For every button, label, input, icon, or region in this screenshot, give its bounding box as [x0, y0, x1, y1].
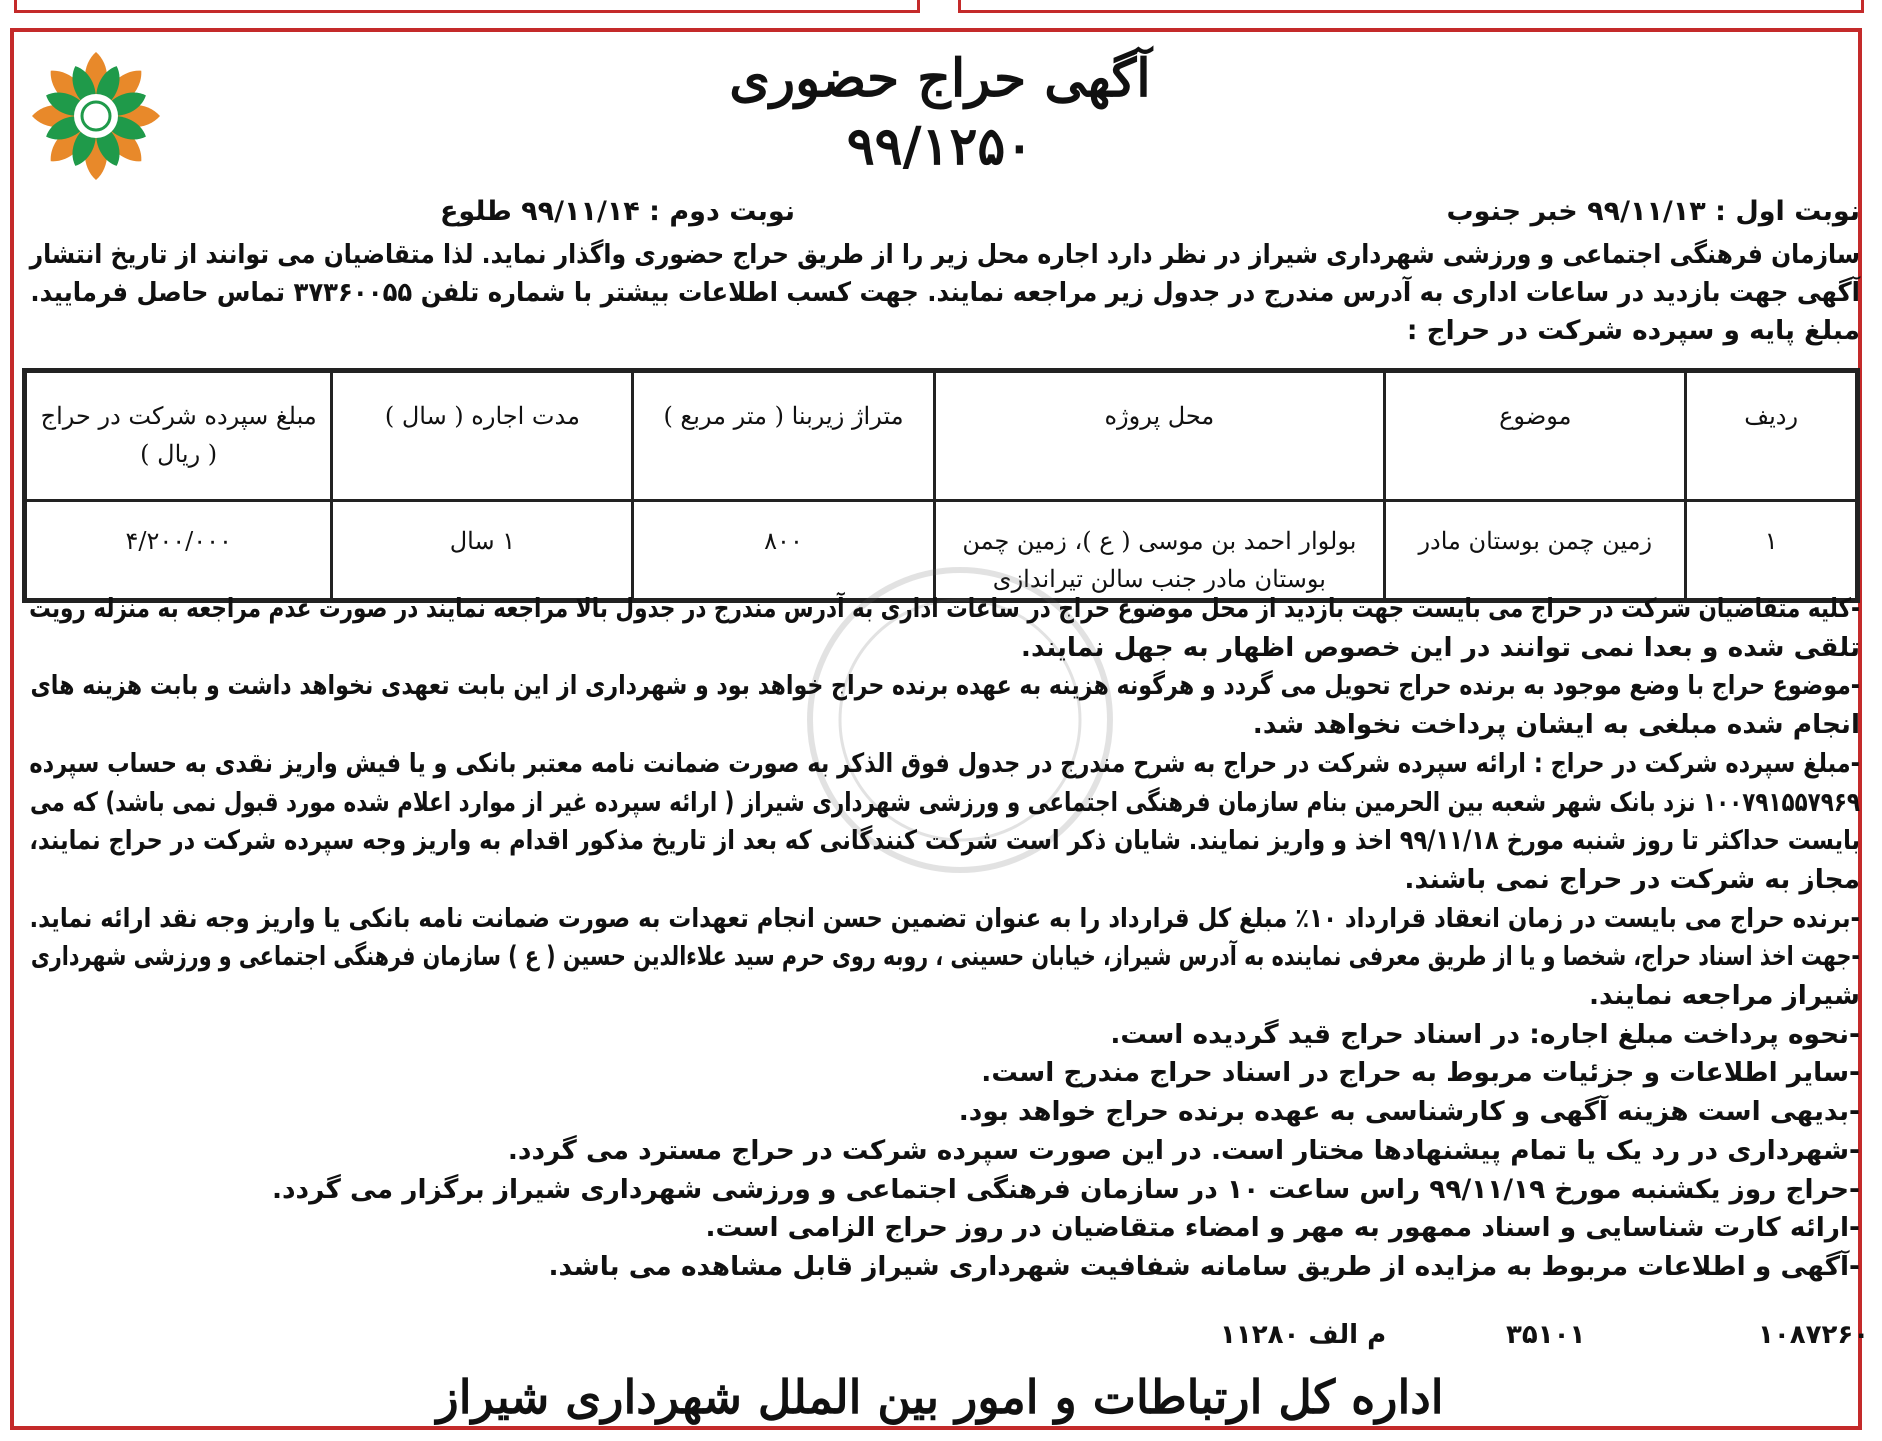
reference-number: ۳۵۱۰۱	[1506, 1320, 1586, 1350]
col-header-row-number: ردیف	[1686, 371, 1858, 501]
col-header-deposit: مبلغ سپرده شرکت در حراج ( ریال )	[25, 371, 332, 501]
terms-list	[22, 590, 1860, 1287]
col-header-lease-period: مدت اجاره ( سال )	[332, 371, 633, 501]
reference-number: ۱۰۸۷۲۶۰	[1758, 1320, 1870, 1350]
issuer-footer: اداره کل ارتباطات و امور بین الملل شهرداری شیراز	[436, 1370, 1444, 1424]
col-header-subject: موضوع	[1385, 371, 1686, 501]
term-line: -سایر اطلاعات و جزئیات مربوط به حراج در اسناد حراج مندرج است.	[981, 1057, 1860, 1089]
cell-row-number: ۱	[1686, 501, 1858, 601]
col-header-area: متراژ زیربنا ( متر مربع )	[633, 371, 934, 501]
term-line: ۱۰۰۷۹۱۵۵۷۹۶۹ نزد بانک شهر شعبه بین الحرمین بنام سازمان فرهنگی اجتماعی و ورزشی شهرداری شیراز ( ارائه سپرده غیر از موارد اعلام شده مورد قبول نمی باشد) که می	[29, 786, 1860, 818]
term-line: بایست حداکثر تا روز شنبه مورخ ۹۹/۱۱/۱۸ اخذ و واریز نمایند. شایان ذکر است شرکت کنندگانی که بعد از تاریخ مذکور اقدام به واریز وجه سپرده شرکت در حراج نمایند،	[29, 825, 1860, 857]
term-line: -آگهی و اطلاعات مربوط به مزایده از طریق سامانه شفافیت شهرداری شیراز قابل مشاهده می باشد.	[548, 1250, 1861, 1282]
col-header-location: محل پروژه	[934, 371, 1385, 501]
term-line: -بدیهی است هزینه آگهی و کارشناسی به عهده برنده حراج خواهد بود.	[958, 1096, 1860, 1128]
notice-title: آگهی حراج حضوری	[729, 48, 1151, 109]
intro-line: مبلغ پایه و سپرده شرکت در حراج :	[1406, 315, 1860, 346]
second-turn: نوبت دوم : ۹۹/۱۱/۱۴ طلوع	[439, 196, 795, 227]
term-line: شیراز مراجعه نمایند.	[1589, 980, 1860, 1012]
intro-line: سازمان فرهنگی اجتماعی و ورزشی شهرداری شیراز در نظر دارد اجاره محل زیر را از طریق حراج حضوری واگذار نماید. لذا متقاضیان می توانند از تاریخ انتشار	[29, 239, 1860, 270]
cell-lease-period: ۱ سال	[332, 501, 633, 601]
term-line: تلقی شده و بعدا نمی توانند در این خصوص اظهار به جهل نمایند.	[1020, 631, 1860, 663]
term-line: -حراج روز یکشنبه مورخ ۹۹/۱۱/۱۹ راس ساعت ۱۰ در سازمان فرهنگی اجتماعی و ورزشی شهرداری شیراز برگزار می گردد.	[271, 1173, 1860, 1205]
reference-number: ۱۱۲۸۰ م الف	[1220, 1320, 1387, 1350]
first-turn: نوبت اول : ۹۹/۱۱/۱۳ خبر جنوب	[1446, 196, 1860, 227]
publication-turns	[22, 196, 1860, 236]
term-line: -شهرداری در رد یک یا تمام پیشنهادها مختار است. در این صورت سپرده شرکت در حراج مسترد می گردد.	[507, 1134, 1860, 1166]
top-border-right	[958, 0, 1864, 13]
notice-number: ۹۹/۱۲۵۰	[846, 116, 1034, 177]
term-line: -کلیه متقاضیان شرکت در حراج می بایست جهت بازدید از محل موضوع حراج در ساعات اداری به آدرس مندرج در جدول بالا مراجعه نمایند در صورت عدم مراجعه به منزله رویت	[29, 593, 1861, 624]
term-line: -موضوع حراج با وضع موجود به برنده حراج تحویل می گردد و هرگونه هزینه به عهده برنده حراج خواهد بود و شهرداری از این بابت تعهدی نخواهد داشت و بابت هزینه های	[30, 670, 1861, 702]
cell-area: ۸۰۰	[633, 501, 934, 601]
term-line: -جهت اخذ اسناد حراج، شخصا و یا از طریق معرفی نماینده به آدرس شیراز، خیابان حسینی ، روبه روی حرم سید علاءالدین حسین ( ع ) سازمان فرهنگی اجتماعی و ورزشی شهرداری	[30, 941, 1860, 973]
cell-subject: زمین چمن بوستان مادر	[1385, 501, 1686, 601]
term-line: مجاز به شرکت در حراج نمی باشند.	[1404, 863, 1860, 895]
cell-location: بولوار احمد بن موسی ( ع )، زمین چمن بوستان مادر جنب سالن تیراندازی	[934, 501, 1385, 601]
top-border-left	[14, 0, 920, 13]
term-line: -ارائه کارت شناسایی و اسناد ممهور به مهر و امضاء متقاضیان در روز حراج الزامی است.	[705, 1212, 1860, 1244]
cell-deposit: ۴/۲۰۰/۰۰۰	[25, 501, 332, 601]
intro-paragraph	[22, 236, 1860, 350]
shiraz-municipality-logo	[26, 46, 166, 186]
term-line: انجام شده مبلغی به ایشان پرداخت نخواهد شد.	[1252, 709, 1860, 741]
term-line: -نحوه پرداخت مبلغ اجاره: در اسناد حراج قید گردیده است.	[1110, 1018, 1860, 1050]
term-line: -برنده حراج می بایست در زمان انعقاد قرارداد ۱۰٪ مبلغ کل قرارداد را به عنوان تضمین حسن انجام تعهدات به صورت ضمانت نامه بانکی یا واریز وجه نقد ارائه نماید.	[29, 902, 1860, 934]
term-line: -مبلغ سپرده شرکت در حراج : ارائه سپرده شرکت در حراج به شرح مندرج در جدول فوق الذکر به صورت ضمانت نامه معتبر بانکی و یا فیش واریز نقدی به حساب سپرده	[29, 747, 1860, 779]
table-header-row	[25, 371, 1858, 501]
intro-line: آگهی جهت بازدید در ساعات اداری به آدرس مندرج در جدول زیر مراجعه نمایند. جهت کسب اطلاعات بیشتر با شماره تلفن ۳۷۳۶۰۰۵۵ تماس حاصل فرمایید.	[30, 277, 1860, 308]
